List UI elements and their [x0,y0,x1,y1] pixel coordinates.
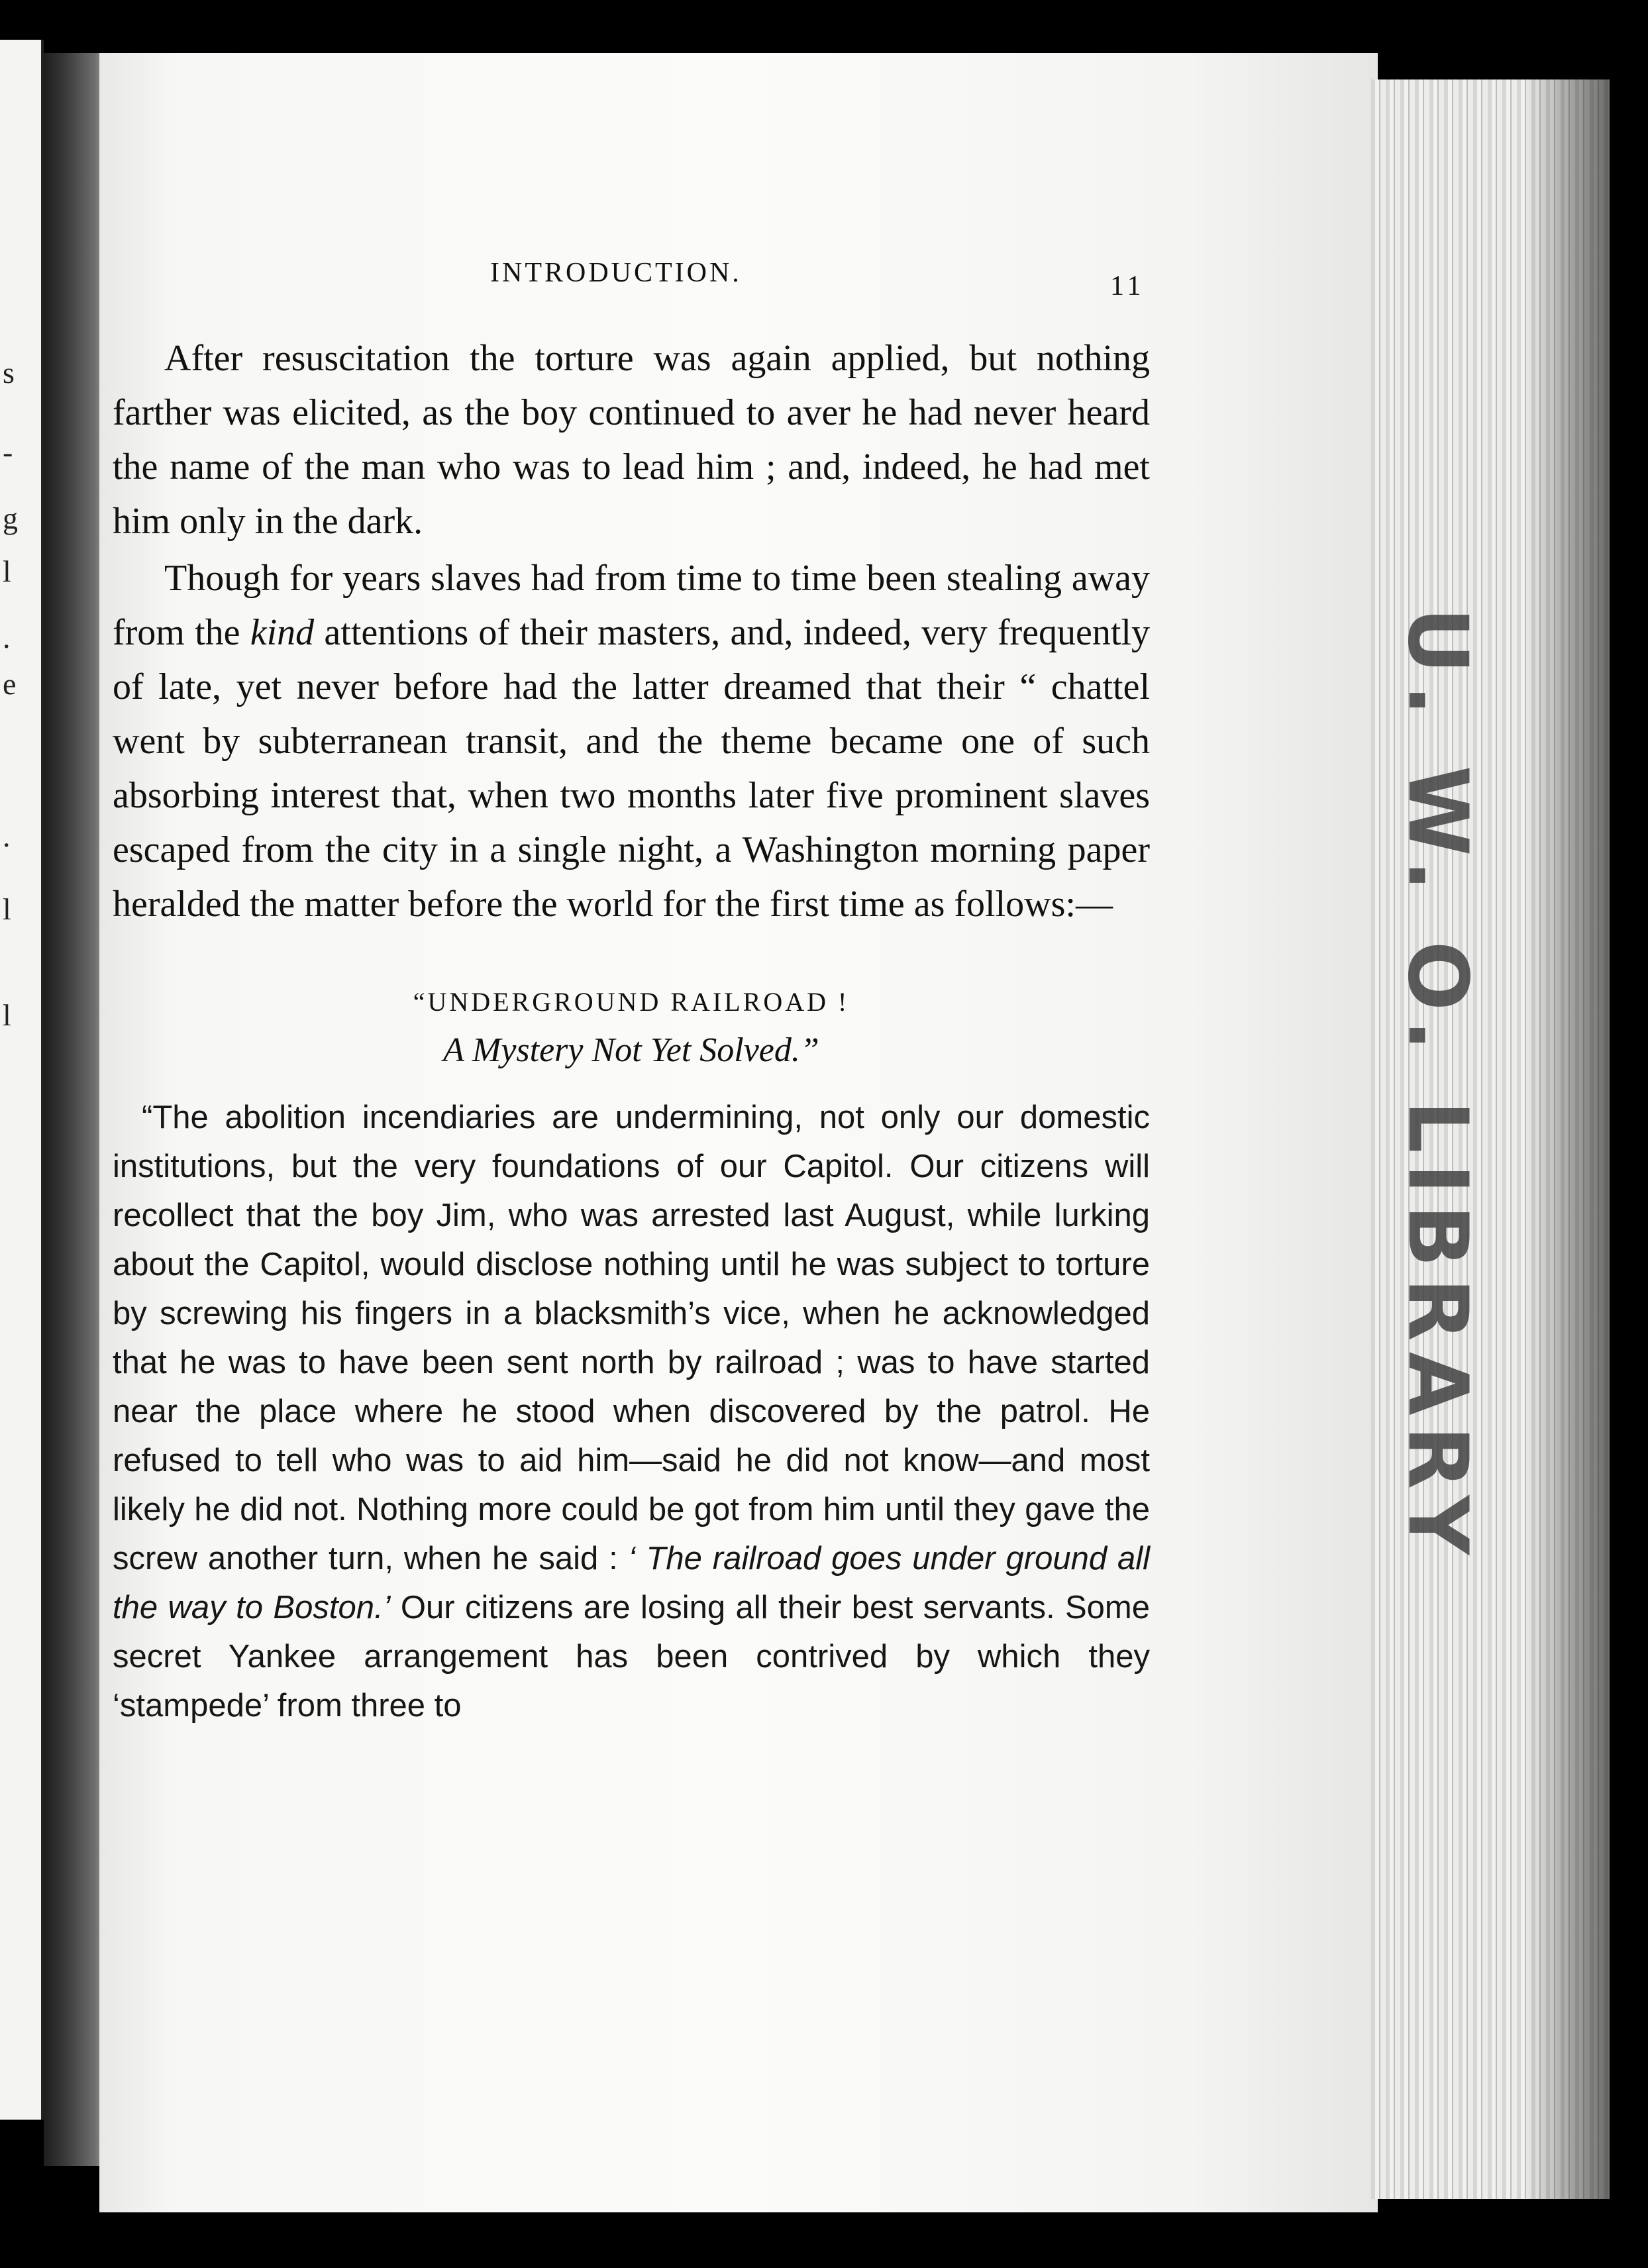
page-body [113,331,1150,1763]
quote-text: Our citizens are losing all their best servants. Some secret Yankee arrangement has been contrived by which they ‘stampede’ from three to [113,1590,1150,1724]
paragraph-text: Though for years slaves had from time to time been stealing away from the [113,558,1150,653]
facing-page-fragment: s [3,356,15,389]
paragraph [113,551,1150,931]
running-head: INTRODUCTION. [490,258,742,288]
facing-page-fragment: l [3,998,11,1032]
facing-page-fragment: g [3,501,18,535]
facing-page-fragment: l [3,892,11,926]
quote-text: “The abolition incendiaries are undermining, not only our domestic institutions, but the very foundations of our Capitol. Our citizens will recollect that the boy Jim, who was arrested last August, while lurking about the Capitol, would disclose nothing until he was subject to torture by screwing his fingers in a blacksmith’s vice, when he acknowledged that he was to have been sent north by railroad ; was to have started near the place where he stood when discovered by the patrol. He refused to tell who was to aid him—said he did not know—and most likely he did not. Nothing more could be got from him until they gave the screw another turn, when he said : [113,1100,1150,1576]
quote-italic: ‘ The railroad goes under ground all the way to Boston.’ [113,1541,1151,1625]
facing-page-fragment: . [3,819,11,853]
quoted-article [113,1093,1150,1730]
paragraph: After resuscitation the torture was again applied, but nothing farther was elicited, as the boy continued to aver he had never heard the name of the man who was to lead him ; and, indeed, he had met him only in the dark. [113,338,1150,542]
italic-word: kind [250,612,315,653]
library-stamp-text: U. W. O. LIBRARY [1390,607,1486,1566]
facing-page-edge [0,40,44,2120]
facing-page-fragment: - [3,435,13,469]
facing-page-fragment: . [3,621,11,654]
paragraph-text: attentions of their masters, and, indeed, very frequently of late, yet never before had the latter dreamed that their “ chattel went by subterranean transit, and the theme became one of such absorbing interest that, when two months later five prominent slaves escaped from the city in a single night, a Washington morning paper heralded the matter before the world for the first time as follows:— [113,612,1150,925]
library-stamp [1384,607,1490,1566]
page-number: 11 [1110,271,1145,301]
quote-heading: “UNDERGROUND RAILROAD ! [413,987,850,1017]
facing-page-fragment: l [3,554,11,588]
facing-page-fragment: e [3,667,17,701]
quote-subheading: A Mystery Not Yet Solved.” [443,1031,819,1069]
page-edges-shadow [1523,79,1610,2199]
